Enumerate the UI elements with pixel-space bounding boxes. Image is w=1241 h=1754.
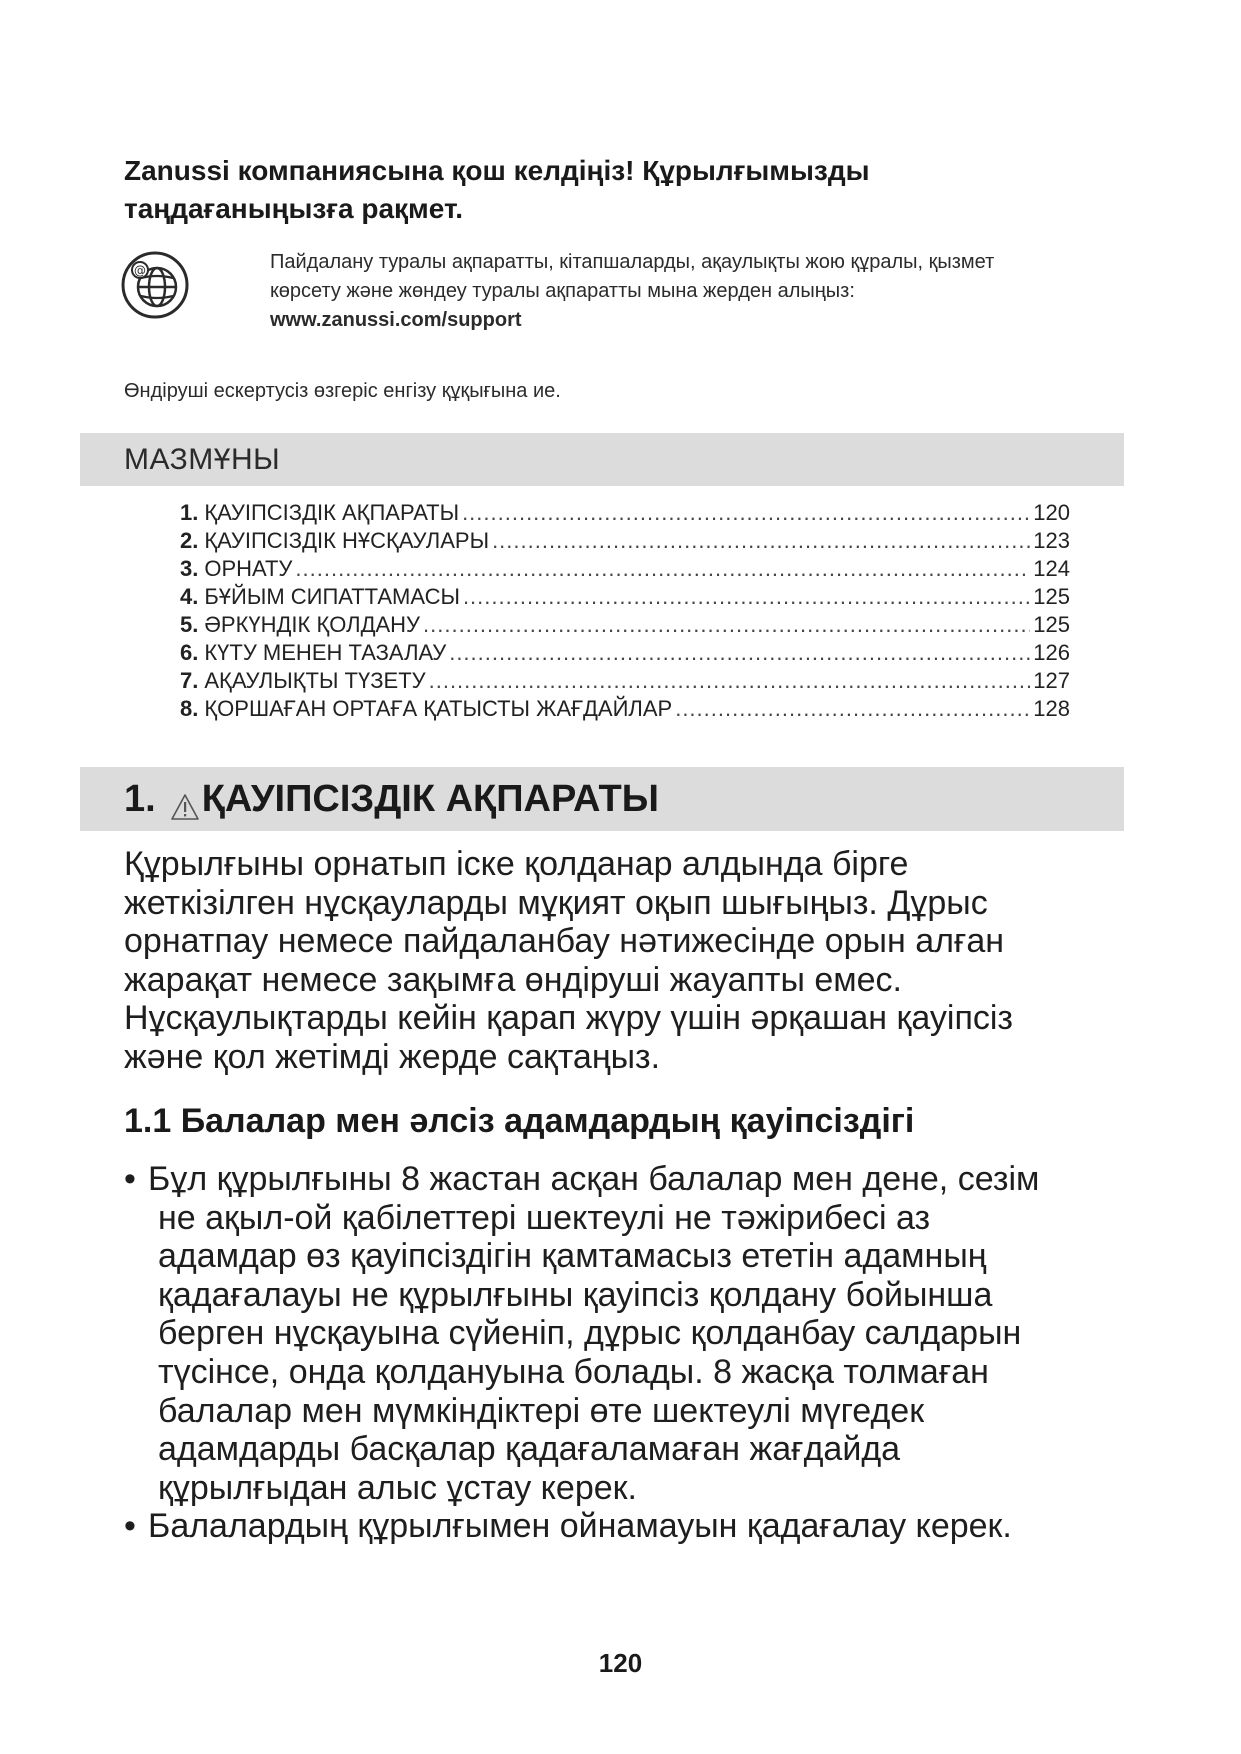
disclaimer: Өндіруші ескертусіз өзгеріс енгізу құқығына ие. (124, 380, 561, 402)
toc-leader-dots (449, 640, 1030, 666)
toc-item-number: 7. (180, 668, 199, 693)
toc-item-number: 6. (180, 640, 199, 665)
bullet-text (148, 1160, 1134, 1507)
bullet-line: құрылғыдан алыс ұстау керек. (158, 1468, 637, 1507)
support-line-1: Пайдалану туралы ақпаратты, кітапшаларды, ақаулықты жою құралы, қызмет (270, 251, 995, 273)
bullet-line: түсінсе, онда қолдануына болады. 8 жасқа толмаған (158, 1352, 989, 1391)
toc-leader-dots (423, 612, 1030, 638)
toc-item[interactable] (180, 696, 1070, 724)
toc-item-page: 125 (1033, 584, 1070, 609)
section-1-intro (124, 845, 1134, 1077)
bullet-line: берген нұсқауына сүйеніп, дұрыс қолданбау салдарын (158, 1314, 1022, 1353)
toc-title: МАЗМҰНЫ (124, 443, 281, 476)
toc-item-page: 124 (1033, 556, 1070, 581)
globe-icon (120, 250, 190, 320)
toc-item-number: 5. (180, 612, 199, 637)
toc-item-label: БҰЙЫМ СИПАТТАМАСЫ (204, 584, 460, 609)
bullet-line: адамдарды басқалар қадағаламаған жағдайда (158, 1430, 901, 1469)
toc-leader-dots (429, 668, 1031, 694)
intro-line: орнатпау немесе пайдаланбау нәтижесінде орын алған (124, 922, 1005, 961)
bullet-line: Бұл құрылғыны 8 жастан асқан балалар мен дене, сезім (148, 1160, 1040, 1198)
toc-item[interactable] (180, 556, 1070, 584)
section-1-title: ҚАУІПСІЗДІК АҚПАРАТЫ (201, 778, 659, 820)
intro-line: Құрылғыны орнатып іске қолданар алдында бірге (124, 845, 909, 883)
section-1-1-bullets (124, 1160, 1134, 1546)
support-line-2: көрсету және жөндеу туралы ақпаратты мына жерден алыңыз: (270, 280, 855, 302)
support-info (270, 248, 1130, 335)
section-1-heading (124, 775, 659, 823)
table-of-contents (180, 500, 1070, 724)
toc-item-label: ӘРКҮНДІК ҚОЛДАНУ (204, 612, 421, 637)
welcome-line-2: таңдағаныңызға рақмет. (124, 193, 463, 224)
toc-item-number: 4. (180, 584, 199, 609)
bullet-mark: • (124, 1507, 136, 1546)
toc-item[interactable] (180, 528, 1070, 556)
toc-item[interactable] (180, 612, 1070, 640)
toc-item-page: 123 (1033, 528, 1070, 553)
toc-leader-dots (675, 696, 1030, 722)
toc-item-number: 2. (180, 528, 199, 553)
toc-item-label: ҚАУІПСІЗДІК АҚПАРАТЫ (204, 500, 460, 525)
toc-leader-dots (463, 584, 1030, 610)
toc-item[interactable] (180, 640, 1070, 668)
toc-item[interactable] (180, 668, 1070, 696)
toc-item[interactable] (180, 500, 1070, 528)
toc-item-page: 125 (1033, 612, 1070, 637)
warning-triangle-icon (170, 785, 200, 813)
toc-item-page: 127 (1033, 668, 1070, 693)
toc-item-label: ОРНАТУ (204, 556, 293, 581)
intro-line: және қол жетімді жерде сақтаңыз. (124, 1037, 661, 1076)
toc-leader-dots (492, 528, 1030, 554)
section-1-number: 1. (124, 778, 156, 820)
support-url-link[interactable]: www.zanussi.com/support (270, 309, 522, 331)
bullet-mark: • (124, 1160, 136, 1198)
toc-item-number: 1. (180, 500, 199, 525)
toc-item-label: АҚАУЛЫҚТЫ ТҮЗЕТУ (204, 668, 426, 693)
list-item (124, 1160, 1134, 1507)
intro-line: жарақат немесе зақымға өндіруші жауапты емес. (124, 960, 902, 999)
toc-item-label: ҚОРШАҒАН ОРТАҒА ҚАТЫСТЫ ЖАҒДАЙЛАР (204, 696, 673, 721)
welcome-heading (124, 152, 1084, 228)
toc-item[interactable] (180, 584, 1070, 612)
toc-leader-dots (295, 556, 1030, 582)
toc-leader-dots (462, 500, 1030, 526)
toc-item-page: 120 (1033, 500, 1070, 525)
bullet-line: Балалардың құрылғымен ойнамауын қадағалау керек. (148, 1507, 1012, 1546)
bullet-text (148, 1507, 1134, 1546)
list-item (124, 1507, 1134, 1546)
bullet-line: адамдар өз қауіпсіздігін қамтамасыз ететін адамның (158, 1237, 987, 1276)
page-number: 120 (598, 1648, 643, 1678)
bullet-line: қадағалауы не құрылғыны қауіпсіз қолдану бойынша (158, 1275, 993, 1314)
section-1-1-heading: 1.1 Балалар мен әлсіз адамдардың қауіпсіздігі (124, 1102, 915, 1140)
toc-item-label: ҚАУІПСІЗДІК НҰСҚАУЛАРЫ (204, 528, 490, 553)
toc-item-number: 3. (180, 556, 199, 581)
welcome-line-1: Zanussi компаниясына қош келдіңіз! Құрылғымызды (124, 155, 870, 186)
toc-item-page: 128 (1033, 696, 1070, 721)
bullet-line: не ақыл-ой қабілеттері шектеулі не тәжірибесі аз (158, 1198, 931, 1237)
toc-item-page: 126 (1033, 640, 1070, 665)
toc-item-label: КҮТУ МЕНЕН ТАЗАЛАУ (204, 640, 447, 665)
svg-text:@: @ (134, 263, 146, 278)
intro-line: Нұсқаулықтарды кейін қарап жүру үшін әрқашан қауіпсіз (124, 999, 1013, 1038)
toc-item-number: 8. (180, 696, 199, 721)
bullet-line: балалар мен мүмкіндіктері өте шектеулі мүгедек (158, 1391, 925, 1430)
intro-line: жеткізілген нұсқауларды мұқият оқып шығыңыз. Дұрыс (124, 883, 988, 922)
